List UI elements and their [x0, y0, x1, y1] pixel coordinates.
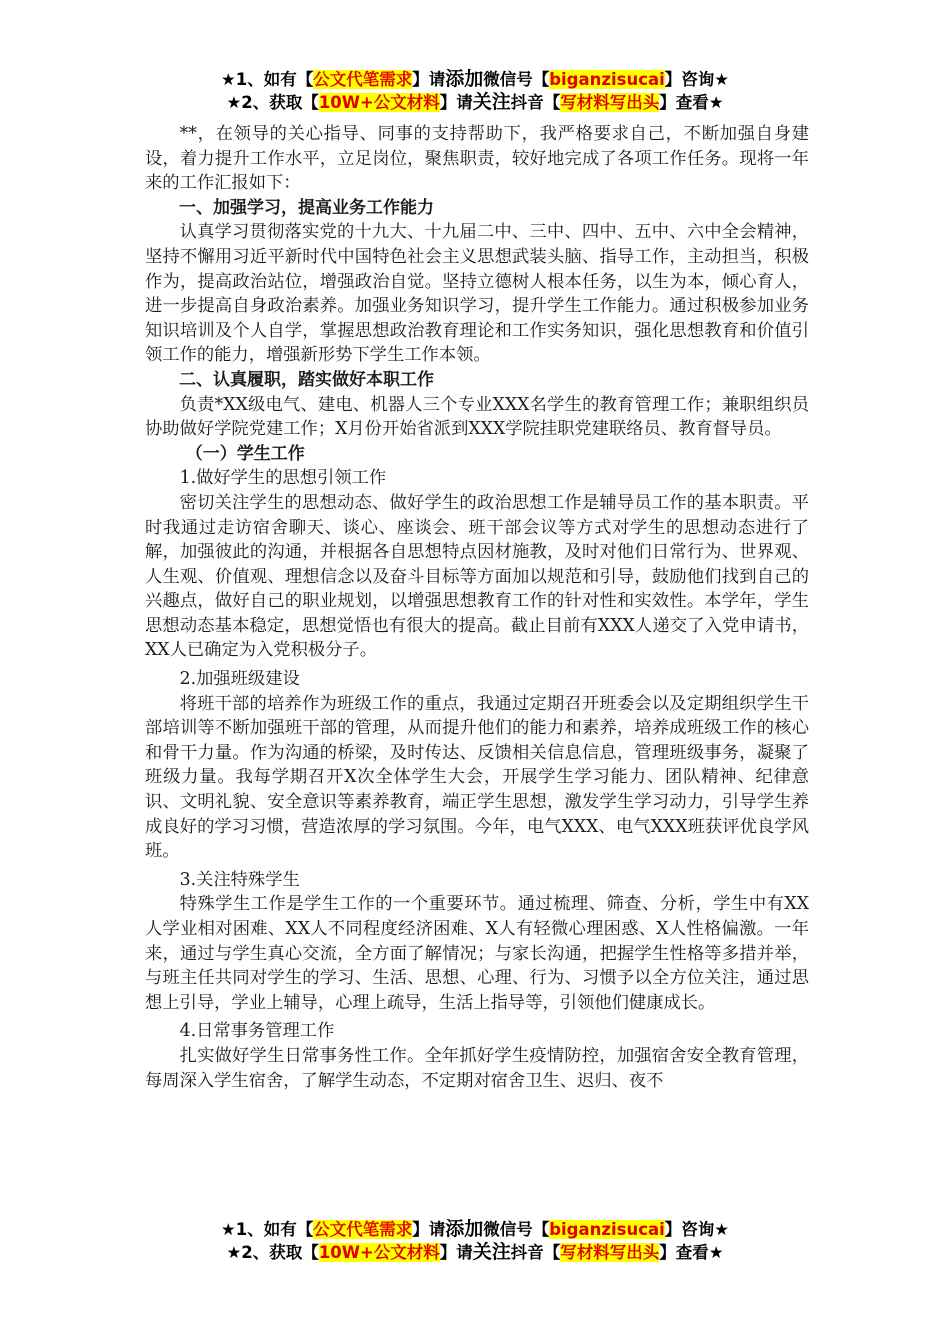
paragraph: 认真学习贯彻落实党的十九大、十九届二中、三中、四中、五中、六中全会精神，坚持不懈用习近平新时代中国特色社会主义思想武装头脑、指导工作，主动担当，积极作为，提高政治站位，增强政治自觉。坚持立德树人根本任务，以生为本，倾心育人，进一步提高自身政治素养。加强业务知识学习，提升学生工作能力。通过积极参加业务知识培训及个人自学，掌握思想政治教育理论和工作实务知识，强化思想教育和价值引领工作的能力，增强新形势下学生工作本领。 — [145, 222, 809, 366]
numbered-heading: 4.日常事务管理工作 — [179, 1021, 335, 1042]
highlight-materials: 10W+公文材料 — [318, 93, 440, 112]
paragraph: 特殊学生工作是学生工作的一个重要环节。通过梳理、筛查、分析，学生中有XX人学业相对困难、XX人不同程度经济困难、X人有轻微心理困惑、X人性格偏激。一年来，通过与学生真心交流，全方面了解情况；与家长沟通，把握学生性格等多措并举，与班主任共同对学生的学习、生活、思想、心理、行为、习惯予以全方位关注，通过思想上引导，学业上辅导，心理上疏导，生活上指导等，引领他们健康成长。 — [145, 894, 809, 1013]
banner-line-2: ★2、获取【10W+公文材料】请关注抖音【写材料写出头】查看★ — [226, 1241, 724, 1263]
highlight-wechat-id: biganzisucai — [549, 1220, 665, 1239]
highlight-materials: 10W+公文材料 — [318, 1243, 440, 1262]
paragraph: 扎实做好学生日常事务性工作。全年抓好学生疫情防控，加强宿舍安全教育管理，每周深入学生宿舍，了解学生动态，不定期对宿舍卫生、迟归、夜不 — [145, 1045, 809, 1091]
section-heading-2: 二、认真履职，踏实做好本职工作 — [179, 369, 434, 390]
star-icon: ★ — [220, 70, 236, 89]
intro-paragraph: **，在领导的关心指导、同事的支持帮助下，我严格要求自己，不断加强自身建设，着力提升工作水平，立足岗位，聚焦职责，较好地完成了各项工作任务。现将一年来的工作汇报如下： — [145, 124, 809, 194]
banner-line-1: ★1、如有【公文代笔需求】请添加微信号【biganzisucai】咨询★ — [220, 1218, 730, 1240]
section-heading-1: 一、加强学习，提高业务工作能力 — [179, 197, 434, 218]
banner-line-2: ★2、获取【10W+公文材料】请关注抖音【写材料写出头】查看★ — [226, 91, 724, 113]
star-icon: ★ — [220, 1220, 236, 1239]
report-body — [145, 122, 809, 1093]
highlight-wechat-id: biganzisucai — [549, 70, 665, 89]
paragraph: 密切关注学生的思想动态、做好学生的政治思想工作是辅导员工作的基本职责。平时我通过走访宿舍聊天、谈心、座谈会、班干部会议等方式对学生的思想动态进行了解，加强彼此的沟通，并根据各自思想特点因材施教，及时对他们日常行为、世界观、人生观、价值观、理想信念以及奋斗目标等方面加以规范和引导，鼓励他们找到自己的兴趣点，做好自己的职业规划，以增强思想教育工作的针对性和实效性。本学年，学生思想动态基本稳定，思想觉悟也有很大的提高。截止目前有XXX人递交了入党申请书，XX人已确定为入党积极分子。 — [145, 492, 809, 661]
bottom-banner — [0, 1218, 950, 1264]
top-banner — [0, 68, 950, 114]
paragraph: 将班干部的培养作为班级工作的重点，我通过定期召开班委会以及定期组织学生干部培训等不断加强班干部的管理，从而提升他们的能力和素养，培养成班级工作的核心和骨干力量。作为沟通的桥梁，及时传达、反馈相关信息信息，管理班级事务，凝聚了班级力量。我每学期召开X次全体学生大会，开展学生学习能力、团队精神、纪律意识、文明礼貌、安全意识等素养教育，端正学生思想，激发学生学习动力，引导学生养成良好的学习习惯，营造浓厚的学习氛围。今年，电气XXX、电气XXX班获评优良学风班。 — [145, 693, 809, 862]
star-icon: ★ — [226, 1243, 242, 1262]
subsection-heading: （一）学生工作 — [185, 443, 305, 464]
highlight-service: 公文代笔需求 — [313, 1220, 413, 1239]
highlight-douyin: 写材料写出头 — [560, 93, 660, 112]
numbered-heading: 3.关注特殊学生 — [179, 869, 300, 890]
numbered-heading: 2.加强班级建设 — [179, 669, 300, 690]
banner-line-1: ★1、如有【公文代笔需求】请添加微信号【biganzisucai】咨询★ — [220, 68, 730, 90]
paragraph: 负责*XX级电气、建电、机器人三个专业XXX名学生的教育管理工作；兼职组织员协助做好学院党建工作；X月份开始省派到XXX学院挂职党建联络员、教育督导员。 — [145, 394, 809, 440]
highlight-service: 公文代笔需求 — [313, 70, 413, 89]
numbered-heading: 1.做好学生的思想引领工作 — [179, 468, 387, 489]
star-icon: ★ — [226, 93, 242, 112]
highlight-douyin: 写材料写出头 — [560, 1243, 660, 1262]
